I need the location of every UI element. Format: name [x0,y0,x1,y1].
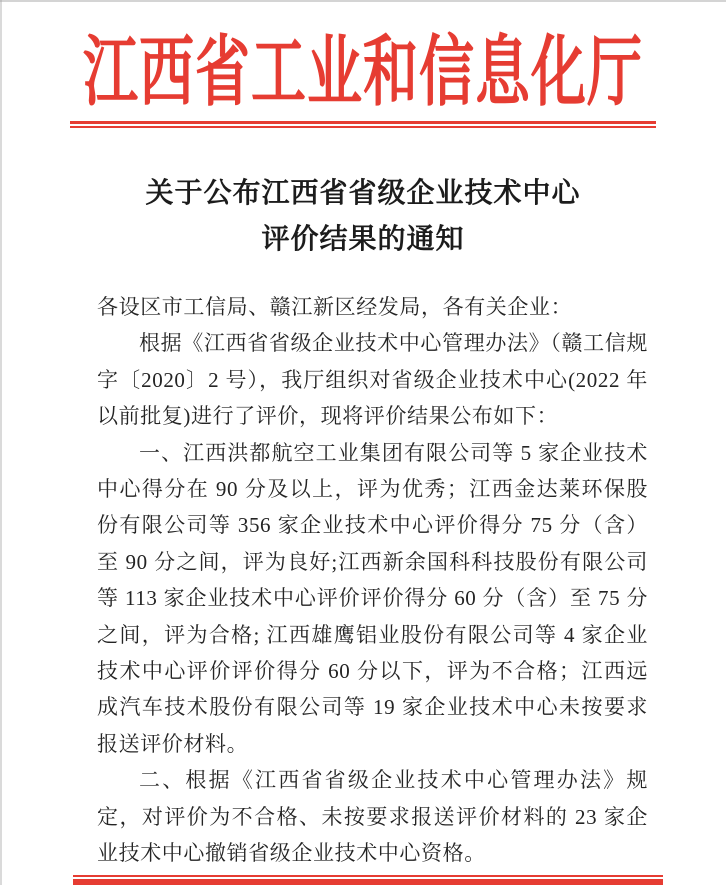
letterhead [0,21,726,115]
paragraph-revocation: 二、根据《江西省省级企业技术中心管理办法》规定，对评价为不合格、未按要求报送评价材料的 23 家企业技术中心撤销省级企业技术中心资格。 [97,768,648,866]
paragraph-evaluation-results: 一、江西洪都航空工业集团有限公司等 5 家企业技术中心得分在 90 分及以上，评为优秀；江西金达莱环保股份有限公司等 356 家企业技术中心评价得分 75 分（含）至 90 分之间，评为良好;江西新余国科科技股份有限公司等 113 家企业技术中心评价评价得分 60 分（含）至 75 分之间，评为合格; 江西雄鹰铝业股份有限公司等 4 家企业技术中心评价评价得分 60 分以下，评为不合格；江西远成汽车技术股份有限公司等 19 家企业技术中心未按要求报送评价材料。 [97,440,648,756]
letterhead-divider [70,121,656,128]
salutation: 各设区市工信局、赣江新区经发局，各有关企业： [97,295,573,319]
document-body [97,289,648,872]
document-title-line-1: 关于公布江西省省级企业技术中心 [145,178,581,209]
paragraph-basis: 根据《江西省省级企业技术中心管理办法》（赣工信规字〔2020〕2 号），我厅组织对省级企业技术中心(2022 年以前批复)进行了评价，现将评价结果公布如下： [97,331,648,429]
agency-name: 江西省工业和信息化厅 [82,29,643,115]
letterhead-divider-thin-line [70,126,656,128]
document-title [0,171,726,263]
document-title-line-2: 评价结果的通知 [261,224,465,255]
footer-divider [73,875,663,885]
footer-divider-thick-line [73,879,663,885]
